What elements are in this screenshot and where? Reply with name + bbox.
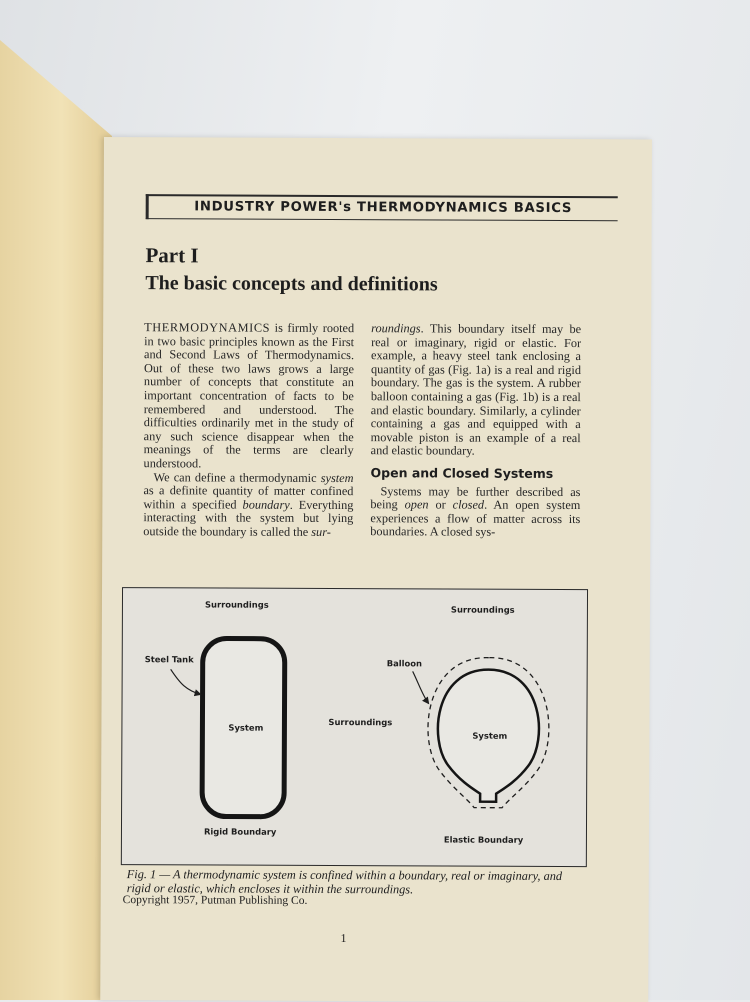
figure-1-diagram — [121, 587, 588, 867]
paragraph-text: We can define a thermodynamic — [153, 469, 321, 485]
steel-tank-label: Steel Tank — [144, 654, 194, 665]
text-column-left — [143, 321, 354, 539]
rigid-boundary-label: Rigid Boundary — [203, 826, 277, 837]
term-closed: closed — [452, 497, 485, 512]
paragraph-text: Systems may be further described as being — [370, 483, 581, 512]
term-system: system — [320, 470, 354, 485]
system-label-left: System — [228, 722, 264, 733]
paragraph — [144, 321, 355, 471]
text-column-right — [370, 322, 581, 540]
paragraph-text: . Everything interacting with the system but lying outside the boundary is called the — [143, 497, 354, 539]
part-label: Part I — [145, 243, 199, 268]
figure-svg — [122, 588, 587, 866]
term-boundary: boundary — [242, 497, 290, 512]
section-subheading: Open and Closed Systems — [370, 465, 554, 481]
booklet-cover-edge — [0, 40, 112, 1000]
term-surroundings-end: roundings — [371, 321, 421, 336]
part-title: The basic concepts and definitions — [145, 272, 438, 296]
balloon-pointer — [413, 671, 429, 703]
surroundings-label-left: Surroundings — [204, 599, 269, 610]
term-open: open — [404, 497, 429, 512]
copyright-notice: Copyright 1957, Putman Publishing Co. — [122, 894, 308, 907]
term-surroundings-start: sur- — [311, 524, 331, 539]
elastic-boundary-label: Elastic Boundary — [443, 834, 524, 845]
steel-tank-pointer — [171, 669, 201, 694]
balloon-label: Balloon — [386, 658, 422, 669]
surroundings-label-right: Surroundings — [450, 604, 515, 615]
running-header-title: INDUSTRY POWER's THERMODYNAMICS BASICS — [194, 199, 573, 217]
page-number: 1 — [340, 931, 347, 946]
paragraph — [143, 471, 353, 540]
lead-word: THERMODYNAMICS — [144, 320, 271, 335]
paragraph-text: as a definite quantity of matter confined within a specified — [143, 483, 354, 512]
paragraph-text: is firmly rooted in two basic principles known as the First and Second Laws of Thermodynamics. Out of these two laws grows a large number of concepts that constitute an important concentration of facts to be remembered and understood. The difficulties ordinarily met in the study of any such science disappear when the meanings of the terms are clearly understood. — [143, 320, 355, 471]
running-header — [146, 194, 618, 221]
figure-caption: Fig. 1 — A thermodynamic system is confined within a boundary, real or imaginary, and rigid or elastic, which encloses it within the surroundings. — [126, 867, 563, 897]
paragraph-text: . This boundary itself may be real or imaginary, rigid or elastic. For example, a heavy steel tank enclosing a quantity of gas (Fig. 1a) is a real and rigid boundary. The gas is the system. A rubber balloon containing a gas (Fig. 1b) is a real and elastic boundary. Similarly, a cylinder containing a gas and equipped with a movable piston is an example of a real and elastic boundary. — [370, 321, 582, 458]
booklet-page — [100, 137, 652, 1002]
system-label-right: System — [472, 730, 508, 741]
paragraph — [370, 485, 580, 540]
paragraph — [371, 322, 582, 459]
surroundings-label-middle: Surroundings — [328, 716, 393, 728]
paragraph-text: . An open system experiences a flow of matter across its boundaries. A closed sys- — [370, 497, 581, 540]
paragraph-text: or — [428, 497, 453, 512]
